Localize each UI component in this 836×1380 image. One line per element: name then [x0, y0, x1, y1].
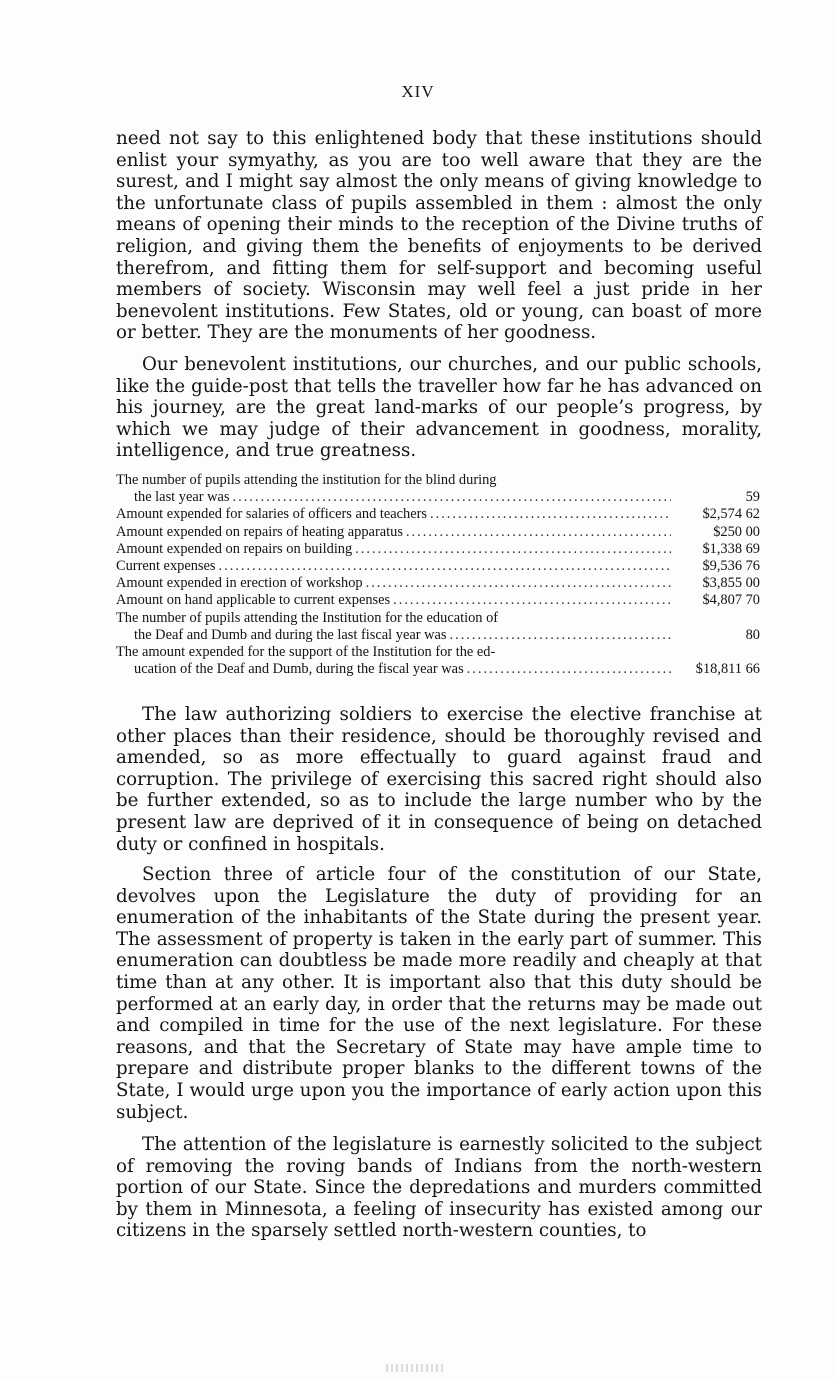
- paragraph-text: need not say to this enlightened body that these institutions should enlist your symyathy, as you are too well aware that they are the surest, and I might say almost the only means of giving knowledge to the unfortunate class of pupils assembled in them : almost the only means of opening their minds to the reception of the Divine truths of religion, and giving them the benefits of enjoyments to be derived therefrom, and fitting them for self-support and becoming useful members of society. Wisconsin may well feel a just pride in her benevolent institutions. Few States, old or young, can boast of more or better. They are the monuments of her goodness.: [116, 128, 762, 344]
- table-row: [116, 506, 760, 523]
- table-row-label: ucation of the Deaf and Dumb, during the fiscal year was: [134, 661, 464, 678]
- table-row-value: $9,536 76: [702, 557, 760, 574]
- paragraph-benevolent: [116, 354, 762, 462]
- table-row: [116, 489, 760, 506]
- dot-leader: [467, 661, 671, 678]
- table-row-label: the last year was: [134, 489, 230, 506]
- table-row: [116, 575, 760, 592]
- table-row-label: The number of pupils attending the Institution for the education of: [116, 609, 499, 626]
- table-row: [116, 627, 760, 644]
- table-row-value: $2,574 62: [702, 506, 760, 523]
- paragraph-text: The attention of the legislature is earnestly solicited to the subject of removing the roving bands of Indians from the north-western portion of our State. Since the depredations and murders committed by them in Minnesota, a feeling of insecurity has existed among our citizens in the sparsely settled north-western counties, to: [116, 1134, 762, 1242]
- table-row: [116, 592, 760, 609]
- table-row-label: the Deaf and Dumb and during the last fiscal year was: [134, 626, 447, 643]
- dot-leader: [355, 541, 671, 558]
- table-row-label: Amount on hand applicable to current expenses: [116, 592, 391, 609]
- table-row-label: Amount expended on repairs on building: [116, 540, 353, 557]
- dot-leader: [393, 592, 671, 609]
- dot-leader: [450, 627, 672, 644]
- paragraph-soldiers-franchise: [116, 704, 762, 855]
- dot-leader: [219, 558, 671, 575]
- dot-leader: [430, 506, 671, 523]
- dot-leader: [366, 575, 671, 592]
- table-row-value: $18,811 66: [695, 661, 760, 678]
- paragraph-text: Our benevolent institutions, our churches, and our public schools, like the guide-post that tells the traveller how far he has advanced on his journey, are the great land-marks of our people’s progress, by which we may judge of their advancement in goodness, morality, intelligence, and true greatness.: [116, 354, 762, 462]
- dot-leader: [233, 489, 672, 506]
- table-row: [116, 472, 760, 489]
- table-row-label: Amount expended on repairs of heating apparatus: [116, 523, 403, 540]
- table-row-value: $4,807 70: [702, 592, 760, 609]
- table-row: [116, 558, 760, 575]
- statistics-table: [116, 472, 760, 678]
- table-row-value: $1,338 69: [702, 540, 760, 557]
- table-row: [116, 610, 760, 627]
- table-row-value: $250 00: [713, 523, 760, 540]
- paragraph-institutions: [116, 128, 762, 344]
- paragraph-text: The law authorizing soldiers to exercise the elective franchise at other places than their residence, should be thoroughly revised and amended, so as more effectually to guard against fraud and corruption. The privilege of exercising this sacred right should also be further extended, so as to include the large number who by the present law are deprived of it in consequence of being on detached duty or confined in hospitals.: [116, 704, 762, 855]
- dot-leader: [406, 524, 671, 541]
- table-row-label: Amount expended in erection of workshop: [116, 575, 363, 592]
- paragraph-enumeration: [116, 864, 762, 1123]
- table-row-value: $3,855 00: [702, 575, 760, 592]
- table-row: [116, 661, 760, 678]
- paragraph-text: Section three of article four of the constitution of our State, devolves upon the Legislature the duty of providing for an enumeration of the inhabitants of the State during the present year. The assessment of property is taken in the early part of summer. This enumeration can doubtless be made more readily and cheaply at that time than at any other. It is important also that this duty should be performed at an early day, in order that the returns may be made out and compiled in time for the use of the next legislature. For these reasons, and that the Secretary of State may have ample time to prepare and distribute proper blanks to the different towns of the State, I would urge upon you the importance of early action upon this subject.: [116, 864, 762, 1123]
- paragraph-indians: [116, 1134, 762, 1242]
- table-row: [116, 541, 760, 558]
- table-row-value: 59: [745, 489, 760, 506]
- table-row: [116, 524, 760, 541]
- table-row-value: 80: [745, 626, 760, 643]
- page-number: XIV: [401, 82, 435, 101]
- table-row: [116, 644, 760, 661]
- table-row-label: The amount expended for the support of the Institution for the ed-: [116, 643, 496, 660]
- table-row-label: Current expenses: [116, 557, 216, 574]
- table-row-label: Amount expended for salaries of officers and teachers: [116, 506, 428, 523]
- page-smudge: [386, 1364, 446, 1372]
- table-row-label: The number of pupils attending the institution for the blind during: [116, 472, 497, 488]
